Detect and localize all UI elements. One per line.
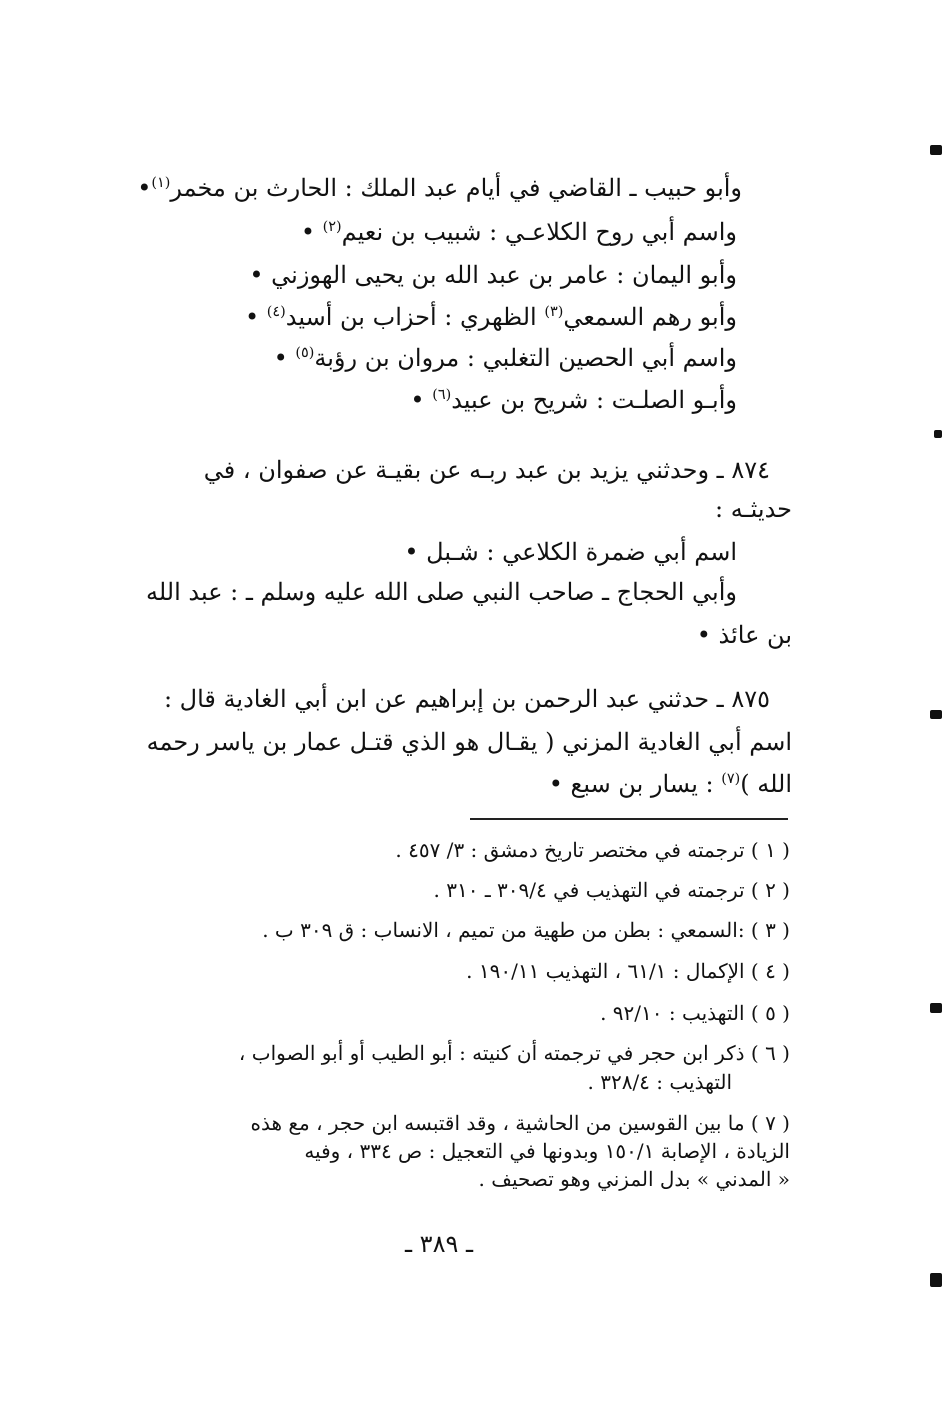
footnote: ( ٣ ) :السمعي : بطن من طهية من تميم ، الانساب : ق ٣٠٩ ب . — [262, 918, 790, 942]
footnote-ref: (٧) — [721, 771, 741, 787]
footnote-continuation: التهذيب : ٣٢٨/٤ . — [587, 1070, 732, 1094]
footnote-ref: (٥) — [295, 345, 315, 361]
footnote-separator — [470, 818, 788, 820]
footnote: ( ٦ ) ذكر ابن حجر في ترجمته أن كنيته : أبو الطيب أو أبو الصواب ، — [238, 1041, 790, 1065]
footnote-ref: (١) — [151, 175, 171, 191]
footnote: ( ١ ) ترجمته في مختصر تاريخ دمشق : ٣/ ٤٥٧ . — [395, 838, 790, 862]
margin-mark — [930, 1003, 942, 1013]
text-line: وأبو رهم السمعي$^{(٣)}$ الظهري : أحزاب بن أسيد$^{(٤)}$ • — [245, 303, 737, 331]
text-line: وأبي الحجاج ـ صاحب النبي صلى الله عليه وسلم ـ : عبد الله — [145, 578, 737, 606]
text-line: بن عائذ • — [696, 621, 792, 649]
text-line: وأبو حبيب ـ القاضي في أيام عبد الملك : الحارث بن مخمر$^{(١)}$• — [137, 174, 742, 202]
text-line: وأبو اليمان : عامر بن عبد الله بن يحيى الهوزني • — [249, 261, 737, 289]
text-line: حديثـه : — [715, 495, 792, 523]
footnote: ( ٤ ) الإكمال : ٦١/١ ، التهذيب ١٩٠/١١ . — [466, 959, 790, 983]
footnote: ( ٧ ) ما بين القوسين من الحاشية ، وقد اقتبسه ابن حجر ، مع هذه — [250, 1111, 790, 1135]
text-line: وأبـو الصلـت : شريح بن عبيد$^{(٦)}$ • — [410, 386, 737, 414]
footnote: ( ٢ ) ترجمته في التهذيب في ٣٠٩/٤ ـ ٣١٠ . — [433, 878, 790, 902]
margin-mark — [930, 145, 942, 155]
footnote: ( ٥ ) التهذيب : ٩٢/١٠ . — [600, 1001, 790, 1025]
hadith-875-line: ٨٧٥ ـ حدثني عبد الرحمن بن إبراهيم عن ابن أبي الغادية قال : — [163, 685, 770, 713]
margin-mark — [934, 430, 942, 438]
text-line: اسم أبي ضمرة الكلاعي : شـبل • — [404, 538, 737, 566]
footnote-ref: (٦) — [432, 387, 452, 403]
text-line: الله )$^{(٧)}$ : يسار بن سبع • — [548, 770, 792, 798]
hadith-874-line: ٨٧٤ ـ وحدثني يزيد بن عبد ربـه عن بقيـة عن صفوان ، في — [203, 456, 770, 484]
footnote-continuation: الزيادة ، الإصابة ١٥٠/١ وبدونها في التعجيل : ص ٣٣٤ ، وفيه — [304, 1139, 790, 1163]
margin-mark — [930, 1273, 942, 1287]
footnote-ref: (٢) — [322, 219, 342, 235]
footnote-ref: (٤) — [266, 304, 286, 320]
text-line: واسم أبي روح الكلاعـي : شبيب بن نعيم$^{(٢)}$ • — [300, 218, 737, 246]
text-line: اسم أبي الغادية المزني ( يقـال هو الذي قتـل عمار بن ياسر رحمه — [146, 728, 792, 756]
footnote-continuation: « المدني » بدل المزني وهو تصحيف . — [478, 1167, 790, 1191]
text-line: واسم أبي الحصين التغلبي : مروان بن رؤبة$^{(٥)}$ • — [273, 344, 737, 372]
footnote-ref: (٣) — [544, 304, 564, 320]
page-number: ـ ٣٨٩ ـ — [405, 1230, 474, 1258]
margin-mark — [930, 710, 942, 719]
